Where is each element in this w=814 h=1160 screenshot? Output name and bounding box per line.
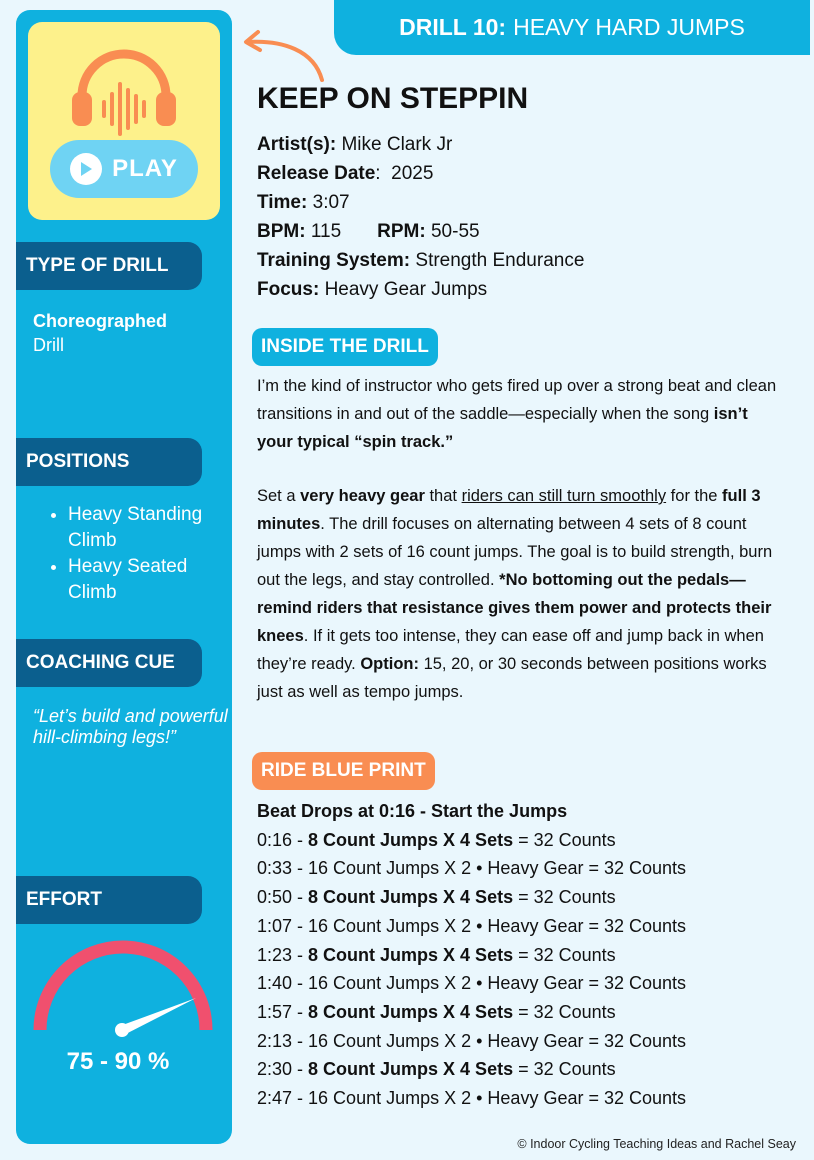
artist-value: Mike Clark Jr — [341, 134, 453, 155]
artist-label: Artist(s): — [257, 134, 337, 155]
blueprint-row: 2:13 - 16 Count Jumps X 2 • Heavy Gear = 32 Counts — [257, 1030, 687, 1051]
drill-type-bold: Choreographed — [33, 311, 168, 331]
inside-paragraph-1: I’m the kind of instructor who gets fired up over a strong beat and clean transitions in and out of the saddle—especially when the song isn’t your typical “spin track.” — [257, 377, 777, 451]
inside-paragraph-2: Set a very heavy gear that riders can still turn smoothly for the full 3 minutes. The drill focuses on alternating between 4 sets of 8 count jumps with 2 sets of 16 count jumps. The goal is to build strength, burn out the legs, and stay controlled. *No bottoming out the pedals—remind riders that resistance gives them power and protects their knees. If it gets too intense, they can ease off and jump back in when they’re ready. Option: 15, 20, or 30 seconds between positions works just as well as tempo jumps. — [257, 487, 773, 701]
song-info: Artist(s): Mike Clark Jr Release Date: 2025 Time: 3:07 BPM: 115 RPM: 50-55 Training System: Strength Endurance Focus: Heavy Gear Jumps — [257, 134, 585, 300]
blueprint-row: 2:47 - 16 Count Jumps X 2 • Heavy Gear = 32 Counts — [257, 1088, 687, 1109]
play-icon — [70, 153, 102, 185]
play-label: PLAY — [112, 155, 178, 182]
blueprint-row: 1:57 - 8 Count Jumps X 4 Sets = 32 Counts — [257, 1001, 616, 1022]
effort-heading: EFFORT — [16, 876, 202, 924]
effort-value: 75 - 90 % — [66, 1048, 170, 1075]
ride-blueprint — [257, 797, 686, 1113]
drill-type-text: Drill — [33, 335, 64, 355]
rpm-value: 50-55 — [430, 221, 480, 242]
drill-number: DRILL 10: — [399, 14, 507, 40]
blueprint-row: 1:23 - 8 Count Jumps X 4 Sets = 32 Counts — [257, 944, 616, 965]
play-button[interactable] — [50, 140, 198, 198]
blueprint-row: 0:16 - 8 Count Jumps X 4 Sets = 32 Counts — [257, 829, 616, 850]
blueprint-row: 0:33 - 16 Count Jumps X 2 • Heavy Gear = 32 Counts — [257, 858, 687, 879]
gauge-hub — [115, 1023, 129, 1037]
drill-type — [33, 309, 167, 357]
drill-title: HEAVY HARD JUMPS — [513, 14, 745, 40]
position-item: • Heavy Seated Climb — [68, 554, 218, 606]
focus-label: Focus: — [257, 279, 320, 300]
drill-banner — [334, 0, 810, 55]
time-value: 3:07 — [312, 192, 350, 213]
release-label: Release Date — [257, 163, 376, 184]
blueprint-row: 1:07 - 16 Count Jumps X 2 • Heavy Gear = 32 Counts — [257, 915, 687, 936]
audio-player — [28, 22, 220, 220]
blueprint-row: 1:40 - 16 Count Jumps X 2 • Heavy Gear = 32 Counts — [257, 973, 687, 994]
focus-value: Heavy Gear Jumps — [324, 279, 488, 300]
release-value: 2025 — [391, 163, 434, 184]
bpm-value: 115 — [310, 221, 342, 242]
curved-arrow-icon — [236, 28, 331, 86]
training-system-value: Strength Endurance — [415, 250, 585, 271]
bpm-label: BPM: — [257, 221, 306, 242]
blueprint-row: 0:50 - 8 Count Jumps X 4 Sets = 32 Counts — [257, 887, 616, 908]
copyright-footer: © Indoor Cycling Teaching Ideas and Rachel Seay — [517, 1137, 796, 1151]
headphones-icon — [68, 36, 180, 136]
blueprint-row: 2:30 - 8 Count Jumps X 4 Sets = 32 Counts — [257, 1059, 616, 1080]
blueprint-heading: Beat Drops at 0:16 - Start the Jumps — [257, 801, 568, 821]
rpm-label: RPM: — [377, 221, 426, 242]
ride-blueprint-label: RIDE BLUE PRINT — [252, 752, 435, 790]
effort-gauge — [30, 940, 220, 1040]
position-item: • Heavy Standing Climb — [68, 502, 218, 554]
coaching-cue-heading: COACHING CUE — [16, 639, 202, 687]
coaching-cue-text: “Let’s build and powerful hill-climbing legs!” — [33, 706, 228, 747]
positions-list — [50, 502, 218, 606]
type-of-drill-heading: TYPE OF DRILL — [16, 242, 202, 290]
gauge-needle — [120, 998, 196, 1036]
time-label: Time: — [257, 192, 308, 213]
positions-heading: POSITIONS — [16, 438, 202, 486]
inside-drill-label: INSIDE THE DRILL — [252, 328, 438, 366]
training-system-label: Training System: — [257, 250, 411, 271]
song-title: KEEP ON STEPPIN — [257, 82, 529, 115]
